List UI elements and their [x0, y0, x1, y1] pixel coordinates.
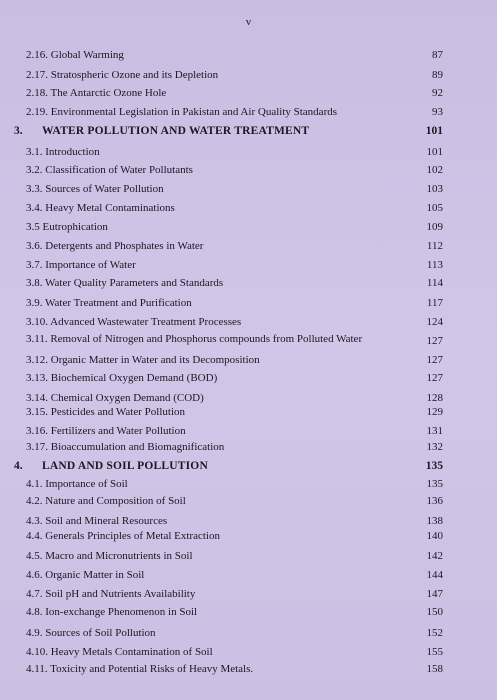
toc-page-number: 158	[426, 663, 443, 675]
toc-row	[0, 440, 497, 456]
toc-page-number: 135	[425, 460, 443, 472]
toc-entry-title: 3.5 Eutrophication	[26, 221, 108, 233]
toc-chapter-row	[0, 124, 497, 140]
toc-page-number: 124	[426, 316, 443, 328]
toc-page-number: 155	[426, 646, 443, 658]
toc-row	[0, 494, 497, 510]
toc-page-number: 127	[426, 335, 443, 347]
toc-row	[0, 587, 497, 603]
toc-page-number: 101	[426, 146, 443, 158]
toc-page-number: 92	[432, 87, 443, 99]
toc-page-number: 138	[426, 515, 443, 527]
toc-chapter-number: 3.	[14, 125, 23, 137]
toc-page-number: 93	[432, 106, 443, 118]
toc-entry-title: 2.18. The Antarctic Ozone Hole	[26, 87, 167, 99]
toc-entry-title: 3.2. Classification of Water Pollutants	[26, 164, 193, 176]
toc-page-number: 103	[426, 183, 443, 195]
toc-row	[0, 405, 497, 421]
toc-row	[0, 662, 497, 678]
toc-row	[0, 86, 497, 102]
toc-chapter-row	[0, 459, 497, 475]
toc-entry-title: 4.4. Generals Principles of Metal Extraction	[26, 530, 220, 542]
toc-row	[0, 626, 497, 642]
toc-entry-title: 3.10. Advanced Wastewater Treatment Processes	[26, 316, 242, 328]
toc-page-number: 114	[426, 277, 443, 289]
toc-row	[0, 645, 497, 661]
toc-entry-title: 4.1. Importance of Soil	[26, 478, 128, 490]
toc-row	[0, 68, 497, 84]
toc-row	[0, 48, 497, 64]
toc-row	[0, 424, 497, 440]
toc-page-number: 132	[426, 441, 443, 453]
toc-page-number: 147	[426, 588, 443, 600]
toc-row	[0, 258, 497, 274]
toc-page-number: 152	[426, 627, 443, 639]
toc-entry-title: 4.9. Sources of Soil Pollution	[26, 627, 156, 639]
toc-row	[0, 296, 497, 312]
toc-entry-title: 3.4. Heavy Metal Contaminations	[26, 202, 175, 214]
toc-entry-title: 3.15. Pesticides and Water Pollution	[26, 406, 186, 418]
toc-entry-title: 3.8. Water Quality Parameters and Standards	[26, 277, 224, 289]
toc-page-number: 127	[426, 372, 443, 384]
toc-page-number: 101	[425, 125, 443, 137]
toc-page-number: 89	[432, 69, 443, 81]
toc-chapter-title: LAND AND SOIL POLLUTION	[42, 460, 208, 472]
toc-row	[0, 239, 497, 255]
toc-page-number: 129	[426, 406, 443, 418]
toc-entry-title: 4.2. Nature and Composition of Soil	[26, 495, 186, 507]
toc-entry-title: 4.6. Organic Matter in Soil	[26, 569, 145, 581]
toc-entry-title: 3.14. Chemical Oxygen Demand (COD)	[26, 392, 204, 404]
toc-row	[0, 315, 497, 331]
toc-row	[0, 568, 497, 584]
toc-page-number: 135	[426, 478, 443, 490]
toc-page-number: 105	[426, 202, 443, 214]
toc-row	[0, 334, 497, 350]
toc-entry-title: 3.7. Importance of Water	[26, 259, 136, 271]
toc-entry-title: 3.17. Bioaccumulation and Biomagnification	[26, 441, 225, 453]
toc-row	[0, 477, 497, 493]
toc-page-number: 131	[426, 425, 443, 437]
toc-page-number: 140	[426, 530, 443, 542]
toc-page-number: 128	[426, 392, 443, 404]
toc-row	[0, 276, 497, 292]
toc-entry-title: 4.3. Soil and Mineral Resources	[26, 515, 168, 527]
toc-entry-title: 3.6. Detergents and Phosphates in Water	[26, 240, 204, 252]
toc-page-number: 142	[426, 550, 443, 562]
toc-entry-title: 4.8. Ion-exchange Phenomenon in Soil	[26, 606, 198, 618]
toc-chapter-title: WATER POLLUTION AND WATER TREATMENT	[42, 125, 310, 137]
toc-row	[0, 514, 497, 530]
toc-row	[0, 182, 497, 198]
toc-row	[0, 353, 497, 369]
toc-entry-title: 3.1. Introduction	[26, 146, 100, 158]
toc-entry-title: 4.7. Soil pH and Nutrients Availability	[26, 588, 196, 600]
toc-page-number: 113	[426, 259, 443, 271]
toc-entry-title: 2.17. Stratospheric Ozone and its Depletion	[26, 69, 219, 81]
toc-entry-title: 3.3. Sources of Water Pollution	[26, 183, 164, 195]
toc-page-number: 102	[426, 164, 443, 176]
toc-row	[0, 605, 497, 621]
toc-row	[0, 163, 497, 179]
toc-row	[0, 201, 497, 217]
toc-entry-title: 2.19. Environmental Legislation in Pakistan and Air Quality Standards	[26, 106, 338, 118]
toc-page-number: 144	[426, 569, 443, 581]
toc-entry-title: 3.11. Removal of Nitrogen and Phosphorus compounds from Polluted Water	[26, 333, 363, 345]
toc-entry-title: 2.16. Global Warming	[26, 49, 124, 61]
toc-entry-title: 4.5. Macro and Micronutrients in Soil	[26, 550, 193, 562]
toc-page-number: 150	[426, 606, 443, 618]
toc-entry-title: 3.16. Fertilizers and Water Pollution	[26, 425, 186, 437]
toc-page-number: 117	[426, 297, 443, 309]
toc-entry-title: 4.10. Heavy Metals Contamination of Soil	[26, 646, 213, 658]
toc-entry-title: 3.12. Organic Matter in Water and its Decomposition	[26, 354, 260, 366]
toc-row	[0, 529, 497, 545]
toc-entry-title: 3.13. Biochemical Oxygen Demand (BOD)	[26, 372, 218, 384]
page-marker: v	[245, 16, 252, 28]
toc-entry-title: 4.11. Toxicity and Potential Risks of Heavy Metals.	[26, 663, 254, 675]
toc-row	[0, 549, 497, 565]
toc-page-number: 109	[426, 221, 443, 233]
toc-page-number: 87	[432, 49, 443, 61]
toc-page-number: 136	[426, 495, 443, 507]
toc-page-number: 127	[426, 354, 443, 366]
toc-chapter-number: 4.	[14, 460, 23, 472]
toc-entry-title: 3.9. Water Treatment and Purification	[26, 297, 192, 309]
toc-row	[0, 371, 497, 387]
toc-row	[0, 145, 497, 161]
toc-row	[0, 105, 497, 121]
toc-page-number: 112	[426, 240, 443, 252]
toc-row	[0, 220, 497, 236]
